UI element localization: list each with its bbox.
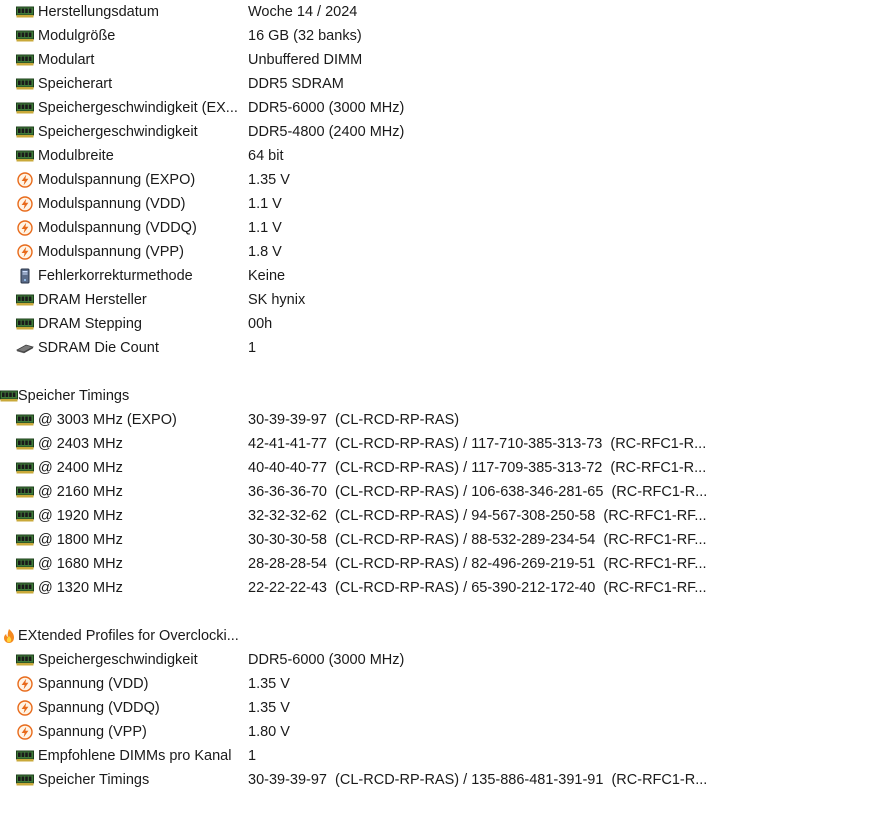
property-row[interactable] bbox=[0, 672, 887, 696]
voltage-icon bbox=[16, 220, 34, 236]
property-value: 28-28-28-54 (CL-RCD-RP-RAS) / 82-496-269-219-51 (RC-RFC1-RF... bbox=[248, 556, 707, 572]
property-value: 30-39-39-97 (CL-RCD-RP-RAS) bbox=[248, 412, 460, 428]
property-label: Spannung (VPP) bbox=[38, 724, 147, 740]
property-label: Spannung (VDDQ) bbox=[38, 700, 160, 716]
voltage-icon bbox=[16, 196, 34, 212]
property-row[interactable] bbox=[0, 144, 887, 168]
property-label: @ 2403 MHz bbox=[38, 436, 123, 452]
property-value: 1.80 V bbox=[248, 724, 290, 740]
property-value: DDR5-6000 (3000 MHz) bbox=[248, 652, 405, 668]
property-value: 22-22-22-43 (CL-RCD-RP-RAS) / 65-390-212-172-40 (RC-RFC1-RF... bbox=[248, 580, 707, 596]
property-value: 1.35 V bbox=[248, 676, 290, 692]
property-value: 64 bit bbox=[248, 148, 284, 164]
property-value: 1.35 V bbox=[248, 172, 290, 188]
ram-module-icon bbox=[16, 580, 34, 596]
property-row[interactable] bbox=[0, 408, 887, 432]
property-value: Keine bbox=[248, 268, 286, 284]
property-label: Speichergeschwindigkeit bbox=[38, 124, 198, 140]
property-label: Empfohlene DIMMs pro Kanal bbox=[38, 748, 232, 764]
property-value: 16 GB (32 banks) bbox=[248, 28, 362, 44]
property-label: Speicher Timings bbox=[18, 388, 130, 404]
property-label: Modulgröße bbox=[38, 28, 116, 44]
property-label: Modulspannung (VDD) bbox=[38, 196, 186, 212]
ram-module-icon bbox=[16, 28, 34, 44]
property-label: SDRAM Die Count bbox=[38, 340, 159, 356]
property-row[interactable] bbox=[0, 312, 887, 336]
property-value: 1.8 V bbox=[248, 244, 282, 260]
property-label: Fehlerkorrekturmethode bbox=[38, 268, 193, 284]
property-row[interactable] bbox=[0, 120, 887, 144]
property-row[interactable] bbox=[0, 216, 887, 240]
ram-module-icon bbox=[16, 292, 34, 308]
property-label: Modulspannung (EXPO) bbox=[38, 172, 196, 188]
property-label: Modulart bbox=[38, 52, 95, 68]
property-row[interactable] bbox=[0, 552, 887, 576]
voltage-icon bbox=[16, 724, 34, 740]
property-row[interactable] bbox=[0, 72, 887, 96]
property-row[interactable] bbox=[0, 240, 887, 264]
property-label: Modulbreite bbox=[38, 148, 114, 164]
property-row[interactable] bbox=[0, 192, 887, 216]
property-label: Herstellungsdatum bbox=[38, 4, 159, 20]
property-value: 30-39-39-97 (CL-RCD-RP-RAS) / 135-886-481-391-91 (RC-RFC1-R... bbox=[248, 772, 708, 788]
property-row[interactable] bbox=[0, 696, 887, 720]
voltage-icon bbox=[16, 700, 34, 716]
ram-module-icon bbox=[0, 388, 18, 404]
property-label: Speichergeschwindigkeit (EX... bbox=[38, 100, 238, 116]
property-value: Woche 14 / 2024 bbox=[248, 4, 358, 20]
ram-module-icon bbox=[16, 124, 34, 140]
property-row[interactable] bbox=[0, 0, 887, 24]
voltage-icon bbox=[16, 676, 34, 692]
property-value: DDR5 SDRAM bbox=[248, 76, 344, 92]
property-row[interactable] bbox=[0, 264, 887, 288]
property-label: Speicher Timings bbox=[38, 772, 150, 788]
property-value: 1 bbox=[248, 748, 257, 764]
property-row[interactable] bbox=[0, 576, 887, 600]
property-row[interactable] bbox=[0, 48, 887, 72]
voltage-icon bbox=[16, 244, 34, 260]
ram-module-icon bbox=[16, 100, 34, 116]
ram-module-icon bbox=[16, 76, 34, 92]
property-label: EXtended Profiles for Overclocki... bbox=[18, 628, 239, 644]
ram-module-icon bbox=[16, 484, 34, 500]
computer-tower-icon bbox=[16, 268, 34, 284]
property-label: @ 1800 MHz bbox=[38, 532, 123, 548]
flame-icon bbox=[0, 628, 18, 644]
property-label: @ 1320 MHz bbox=[38, 580, 123, 596]
property-row[interactable] bbox=[0, 768, 887, 792]
property-value: 1.35 V bbox=[248, 700, 290, 716]
ram-module-icon bbox=[16, 556, 34, 572]
property-label: Speicherart bbox=[38, 76, 113, 92]
property-row[interactable] bbox=[0, 504, 887, 528]
chip-icon bbox=[16, 340, 34, 356]
property-label: Spannung (VDD) bbox=[38, 676, 149, 692]
property-row[interactable] bbox=[0, 648, 887, 672]
ram-module-icon bbox=[16, 52, 34, 68]
group-header[interactable] bbox=[0, 384, 887, 408]
property-row[interactable] bbox=[0, 720, 887, 744]
ram-module-icon bbox=[16, 148, 34, 164]
property-value: 1.1 V bbox=[248, 196, 282, 212]
property-value: 1.1 V bbox=[248, 220, 282, 236]
ram-module-icon bbox=[16, 460, 34, 476]
property-value: SK hynix bbox=[248, 292, 306, 308]
property-label: @ 1680 MHz bbox=[38, 556, 123, 572]
ram-module-icon bbox=[16, 532, 34, 548]
property-value: 30-30-30-58 (CL-RCD-RP-RAS) / 88-532-289-234-54 (RC-RFC1-RF... bbox=[248, 532, 707, 548]
ram-module-icon bbox=[16, 508, 34, 524]
property-value: 00h bbox=[248, 316, 273, 332]
property-value: 1 bbox=[248, 340, 257, 356]
property-label: Modulspannung (VDDQ) bbox=[38, 220, 197, 236]
ram-module-icon bbox=[16, 4, 34, 20]
property-value: DDR5-4800 (2400 MHz) bbox=[248, 124, 405, 140]
ram-module-icon bbox=[16, 748, 34, 764]
property-value: 42-41-41-77 (CL-RCD-RP-RAS) / 117-710-385-313-73 (RC-RFC1-R... bbox=[248, 436, 707, 452]
ram-module-icon bbox=[16, 316, 34, 332]
property-value: DDR5-6000 (3000 MHz) bbox=[248, 100, 405, 116]
property-label: @ 1920 MHz bbox=[38, 508, 123, 524]
property-label: @ 3003 MHz (EXPO) bbox=[38, 412, 177, 428]
property-label: @ 2400 MHz bbox=[38, 460, 123, 476]
property-row[interactable] bbox=[0, 744, 887, 768]
property-row[interactable] bbox=[0, 24, 887, 48]
ram-module-icon bbox=[16, 772, 34, 788]
property-row[interactable] bbox=[0, 96, 887, 120]
property-row[interactable] bbox=[0, 528, 887, 552]
property-row[interactable] bbox=[0, 288, 887, 312]
property-row[interactable] bbox=[0, 480, 887, 504]
voltage-icon bbox=[16, 172, 34, 188]
ram-module-icon bbox=[16, 652, 34, 668]
ram-module-icon bbox=[16, 412, 34, 428]
property-row[interactable] bbox=[0, 456, 887, 480]
property-row[interactable] bbox=[0, 432, 887, 456]
group-header[interactable] bbox=[0, 624, 887, 648]
property-label: Modulspannung (VPP) bbox=[38, 244, 184, 260]
property-label: @ 2160 MHz bbox=[38, 484, 123, 500]
property-label: DRAM Stepping bbox=[38, 316, 142, 332]
property-value: 36-36-36-70 (CL-RCD-RP-RAS) / 106-638-346-281-65 (RC-RFC1-R... bbox=[248, 484, 708, 500]
property-row[interactable] bbox=[0, 336, 887, 360]
property-value: 32-32-32-62 (CL-RCD-RP-RAS) / 94-567-308-250-58 (RC-RFC1-RF... bbox=[248, 508, 707, 524]
property-row[interactable] bbox=[0, 168, 887, 192]
property-value: Unbuffered DIMM bbox=[248, 52, 363, 68]
property-value: 40-40-40-77 (CL-RCD-RP-RAS) / 117-709-385-313-72 (RC-RFC1-R... bbox=[248, 460, 707, 476]
property-label: DRAM Hersteller bbox=[38, 292, 147, 308]
property-label: Speichergeschwindigkeit bbox=[38, 652, 198, 668]
ram-module-icon bbox=[16, 436, 34, 452]
